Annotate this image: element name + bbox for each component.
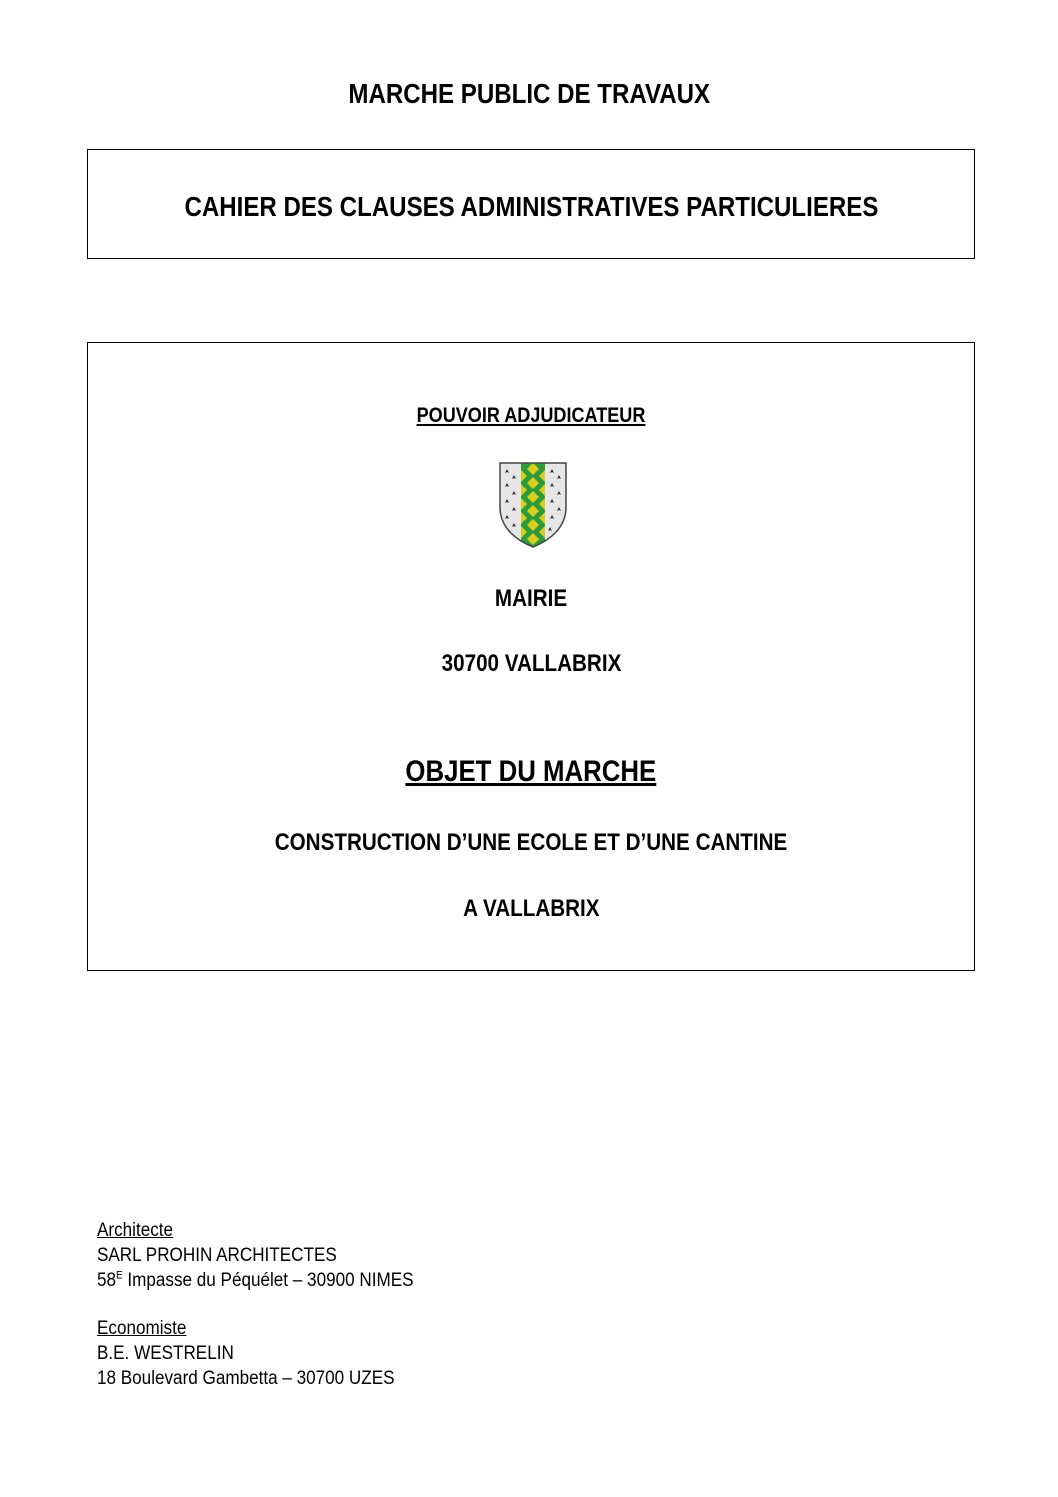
object-line-1: CONSTRUCTION D’UNE ECOLE ET D’UNE CANTINE	[274, 829, 788, 856]
authority-name: MAIRIE	[494, 585, 568, 612]
credits-block	[97, 1218, 449, 1391]
authority-city: 30700 VALLABRIX	[441, 650, 621, 677]
economist-name: B.E. WESTRELIN	[97, 1343, 234, 1364]
document-subtitle: CAHIER DES CLAUSES ADMINISTRATIVES PARTICULIERES	[184, 191, 878, 222]
architect-address: $58^E$ Impasse du Péquélet – 30900 NIMES	[97, 1269, 414, 1291]
document-title: MARCHE PUBLIC DE TRAVAUX	[348, 78, 710, 109]
contract-info-box	[87, 342, 975, 971]
coat-of-arms-icon	[498, 461, 568, 549]
economist-label: Economiste	[97, 1318, 187, 1339]
authority-label: POUVOIR ADJUDICATEUR	[416, 404, 646, 427]
architect-label: Architecte	[97, 1220, 174, 1241]
subtitle-box	[87, 149, 975, 259]
object-label: OBJET DU MARCHE	[405, 755, 657, 788]
architect-name: SARL PROHIN ARCHITECTES	[97, 1245, 337, 1266]
economist-address: 18 Boulevard Gambetta – 30700 UZES	[97, 1368, 395, 1389]
object-line-2: A VALLABRIX	[462, 895, 600, 922]
